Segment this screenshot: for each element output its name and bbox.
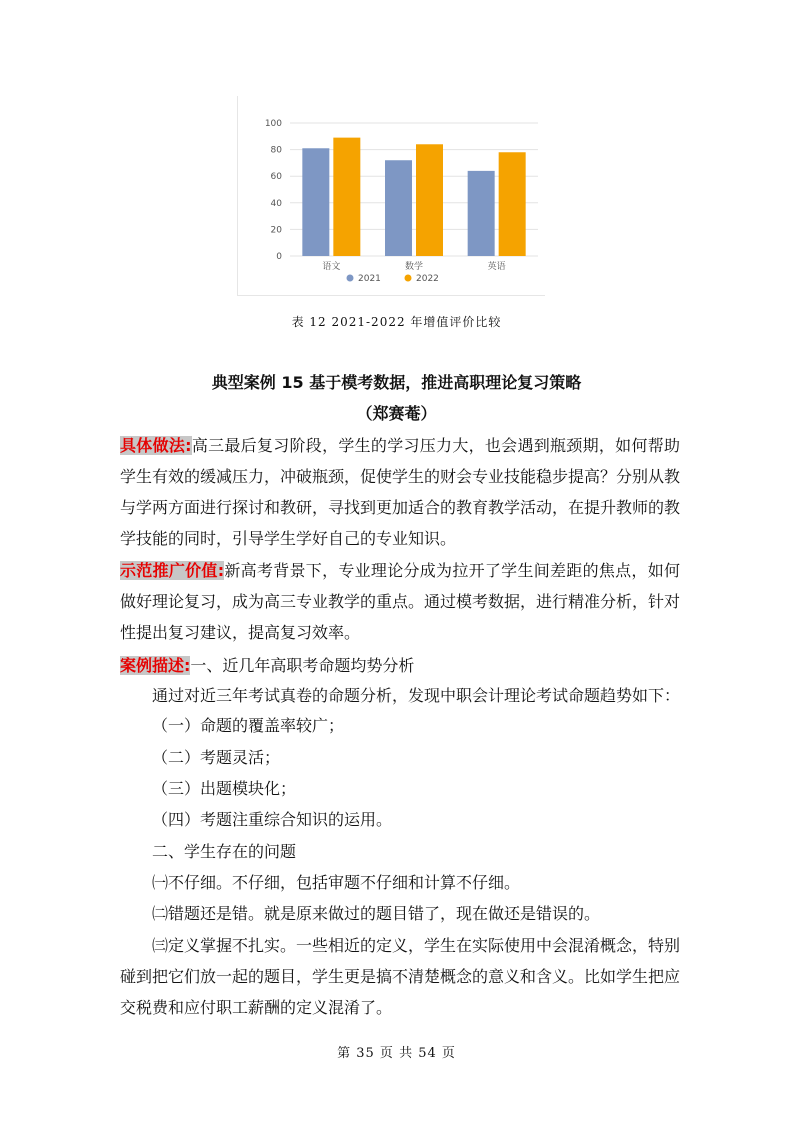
list-item: （一）命题的覆盖率较广； xyxy=(152,716,345,735)
chart-svg xyxy=(238,96,545,295)
y-tick-label: 0 xyxy=(276,252,282,262)
y-tick-label: 60 xyxy=(270,172,282,183)
bar-2021 xyxy=(302,148,329,256)
method-text: 高三最后复习阶段，学生的学习压力大，也会遇到瓶颈期，如何帮助学生有效的缓减压力，冲破瓶颈，促使学生的财会专业技能稳步提高？分别从教与学两方面进行探讨和教研，寻找到更加适合的教育教学活动，在提升教师的教学技能的同时，引导学生学好自己的专业知识。 xyxy=(120,436,681,548)
legend-label: 2022 xyxy=(416,274,439,284)
y-tick-label: 80 xyxy=(270,145,282,156)
figure-caption: 表 12 2021-2022 年增值评价比较 xyxy=(291,315,502,329)
x-tick-label: 英语 xyxy=(487,262,506,272)
list-item: （二）考题灵活； xyxy=(152,748,281,767)
section-heading: 二、学生存在的问题 xyxy=(152,842,297,861)
problem-item: ㈠不仔细。不仔细，包括审题不仔细和计算不仔细。 xyxy=(152,873,521,892)
page-footer: 第 35 页 共 54 页 xyxy=(337,1046,456,1061)
x-tick-label: 数学 xyxy=(404,262,424,272)
x-tick-label: 语文 xyxy=(322,262,341,272)
bar-2022 xyxy=(416,144,443,256)
value-paragraph xyxy=(120,555,680,648)
legend-label: 2021 xyxy=(358,274,381,284)
y-tick-label: 20 xyxy=(270,225,282,236)
list-item: （四）考题注重综合知识的运用。 xyxy=(152,810,393,829)
method-paragraph xyxy=(120,430,680,554)
legend-marker xyxy=(405,275,412,282)
bar-2021 xyxy=(468,171,495,256)
description-paragraph xyxy=(120,650,680,681)
legend-marker xyxy=(347,275,354,282)
case-author: （郑赛菴） xyxy=(356,404,437,423)
description-label: 案例描述: xyxy=(120,656,191,675)
problem-paragraph: ㈢定义掌握不扎实。一些相近的定义，学生在实际使用中会混淆概念，特别碰到把它们放一起的题目，学生更是搞不清楚概念的意义和含义。比如学生把应交税费和应付职工薪酬的定义混淆了。 xyxy=(120,936,681,1017)
case-title: 典型案例 15 基于模考数据，推进高职理论复习策略 xyxy=(211,373,582,392)
value-text: 新高考背景下，专业理论分成为拉开了学生间差距的焦点，如何做好理论复习，成为高三专业教学的重点。通过模考数据，进行精准分析，针对性提出复习建议，提高复习效率。 xyxy=(120,561,681,642)
list-item: （三）出题模块化； xyxy=(152,779,297,798)
description-text: 一、近几年高职考命题均势分析 xyxy=(190,656,415,675)
y-tick-label: 40 xyxy=(270,198,282,209)
problem-item: ㈡错题还是错。就是原来做过的题目错了，现在做还是错误的。 xyxy=(152,904,601,923)
y-tick-label: 100 xyxy=(264,119,282,129)
bar-2022 xyxy=(499,152,526,256)
method-label: 具体做法: xyxy=(120,436,192,455)
body-line: 通过对近三年考试真卷的命题分析，发现中职会计理论考试命题趋势如下： xyxy=(152,686,681,705)
bar-chart xyxy=(237,96,545,296)
value-label: 示范推广价值: xyxy=(120,561,225,580)
bar-2022 xyxy=(333,138,360,256)
bar-2021 xyxy=(385,160,412,256)
